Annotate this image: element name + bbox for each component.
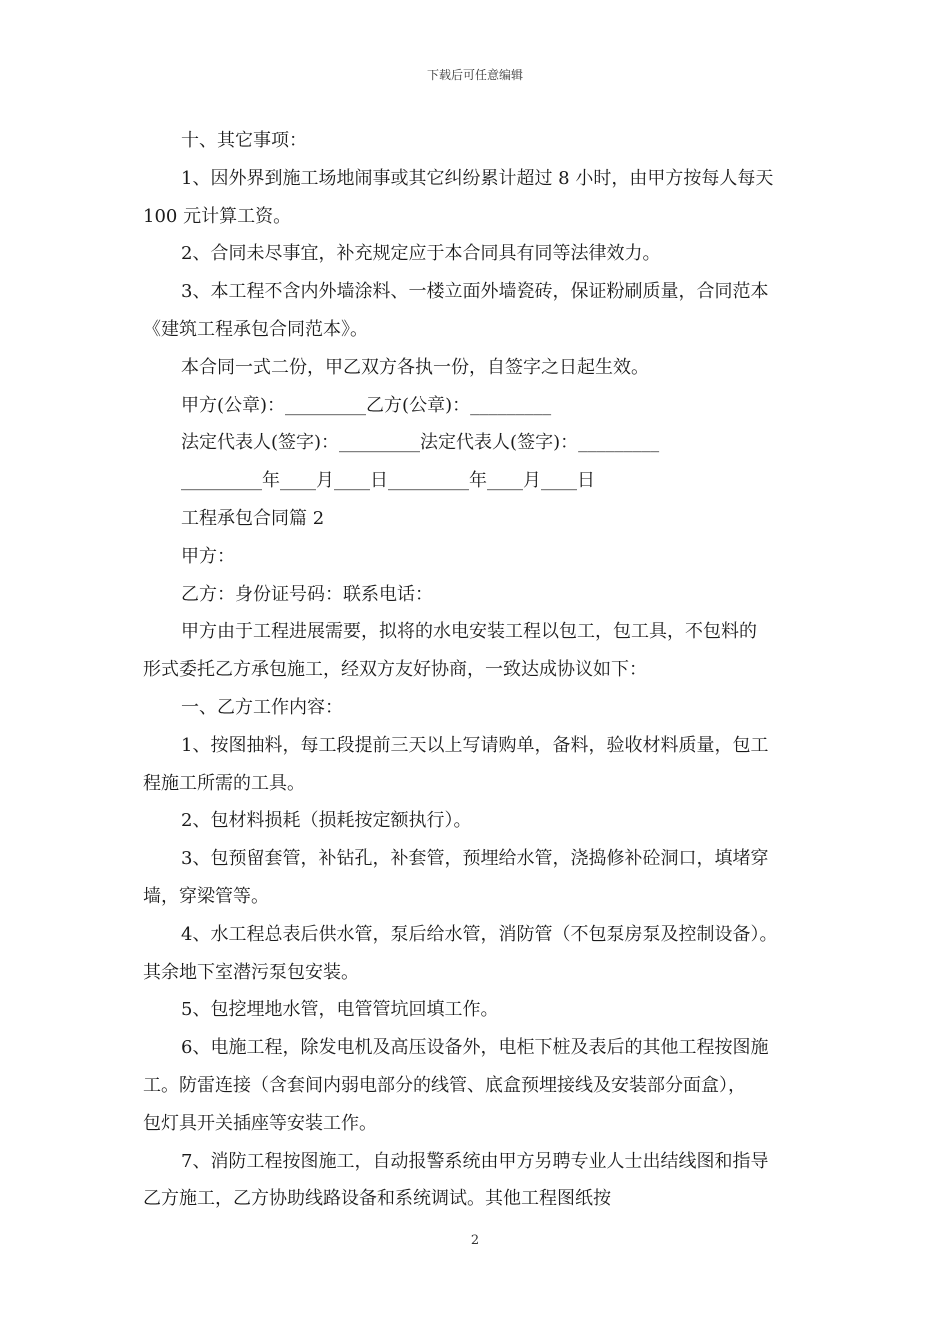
text-line: 6、电施工程，除发电机及高压设备外，电柜下桩及表后的其他工程按图施 (181, 1037, 769, 1059)
text-line: 甲方由于工程进展需要，拟将的水电安装工程以包工，包工具，不包料的 (181, 621, 757, 643)
text-line: 5、包挖埋地水管，电管管坑回填工作。 (181, 999, 499, 1021)
text-line: 甲方： (181, 545, 235, 567)
text-line: 2、合同未尽事宜，补充规定应于本合同具有同等法律效力。 (181, 243, 661, 265)
text-line: 墙，穿梁管等。 (143, 885, 269, 907)
text-line: 1、因外界到施工场地闹事或其它纠纷累计超过 8 小时，由甲方按每人每天 (181, 167, 774, 189)
signature-line-date: _________年____月____日_________年____月____日 (181, 470, 595, 492)
signature-line-seal: 甲方(公章)：_________乙方(公章)：_________ (181, 394, 552, 416)
signature-line-representative: 法定代表人(签字)：_________法定代表人(签字)：_________ (181, 432, 660, 454)
text-line: 程施工所需的工具。 (143, 772, 305, 794)
text-line: 乙方施工，乙方协助线路设备和系统调试。其他工程图纸按 (143, 1188, 611, 1210)
text-line: 工。防雷连接（含套间内弱电部分的线管、底盒预埋接线及安装部分面盒）， (143, 1074, 746, 1096)
text-line: 3、包预留套管，补钻孔，补套管，预埋给水管，浇捣修补砼洞口，填堵穿 (181, 848, 769, 870)
page-header: 下载后可任意编辑 (426, 68, 523, 82)
text-line: 2、包材料损耗（损耗按定额执行）。 (181, 810, 472, 832)
text-line: 乙方：身份证号码：联系电话： (181, 583, 433, 605)
document-body (143, 122, 813, 1218)
text-line: 一、乙方工作内容： (181, 696, 343, 718)
text-line: 《建筑工程承包合同范本》。 (143, 318, 368, 340)
text-line: 其余地下室潜污泵包安装。 (143, 961, 359, 983)
text-line: 100 元计算工资。 (143, 205, 292, 227)
page-number: 2 (470, 1233, 480, 1248)
text-line: 形式委托乙方承包施工，经双方友好协商，一致达成协议如下： (143, 659, 647, 681)
text-line: 包灯具开关插座等安装工作。 (143, 1112, 377, 1134)
text-line: 1、按图抽料，每工段提前三天以上写请购单，备料，验收材料质量，包工 (181, 734, 769, 756)
text-line: 十、其它事项： (181, 130, 307, 151)
section-title: 工程承包合同篇 2 (181, 507, 325, 529)
text-line: 7、消防工程按图施工，自动报警系统由甲方另聘专业人士出结线图和指导 (181, 1150, 769, 1172)
text-line: 本合同一式二份，甲乙双方各执一份，自签字之日起生效。 (181, 356, 649, 378)
text-line: 4、水工程总表后供水管，泵后给水管，消防管（不包泵房泵及控制设备）。 (181, 923, 778, 945)
text-line: 3、本工程不含内外墙涂料、一楼立面外墙瓷砖，保证粉刷质量，合同范本 (181, 281, 769, 303)
